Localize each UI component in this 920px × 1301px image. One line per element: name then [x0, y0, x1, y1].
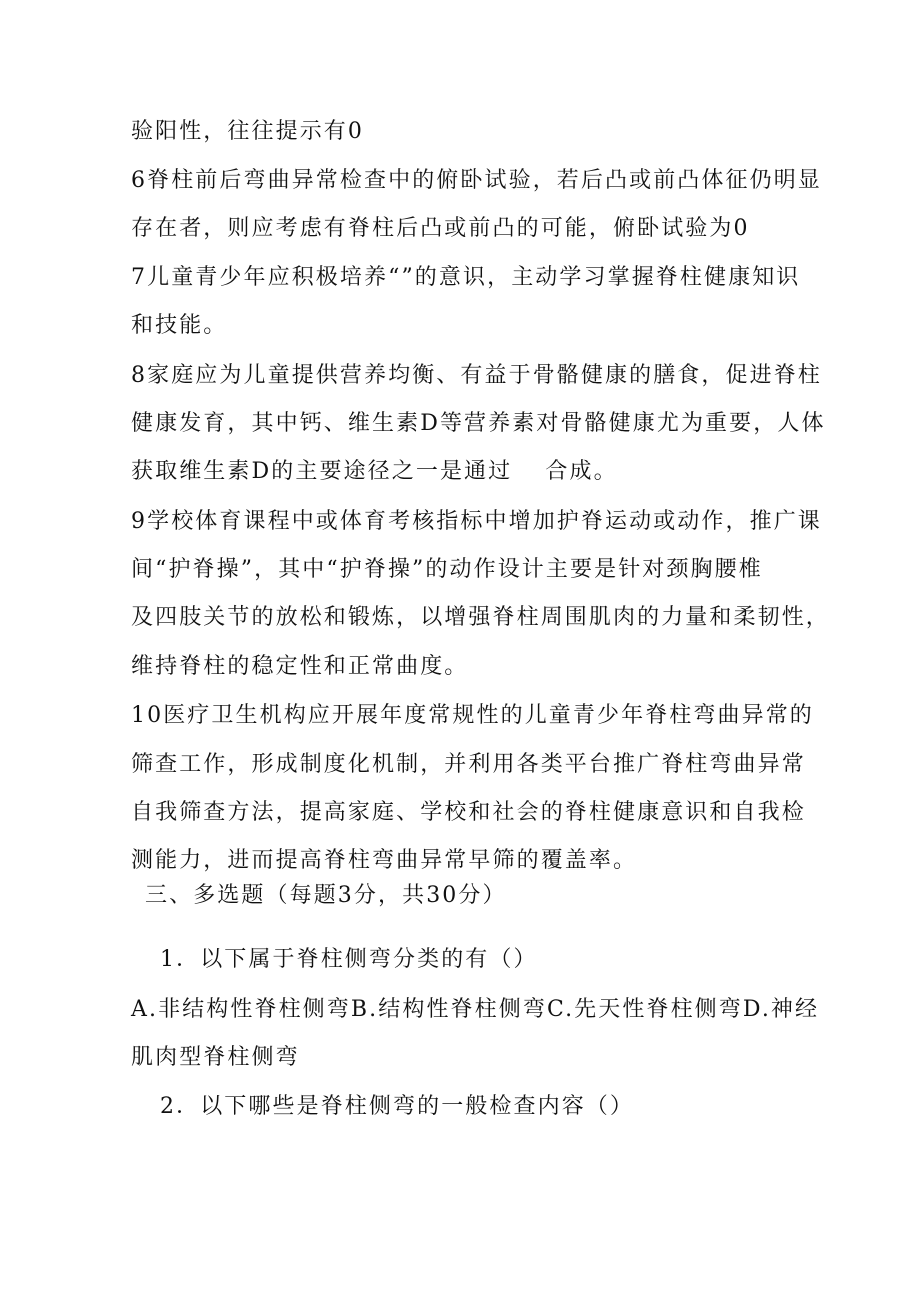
- text-line-7: 健康发育，其中钙、维生素D等营养素对骨骼健康尤为重要，人体: [131, 411, 826, 436]
- text-line-4: 7儿童青少年应积极培养“”的意识，主动学习掌握脊柱健康知识: [131, 265, 801, 290]
- text-line-11: 及四肢关节的放松和锻炼，以增强脊柱周围肌肉的力量和柔韧性，: [131, 605, 830, 630]
- question-2: 2．以下哪些是脊柱侧弯的一般检查内容（）: [160, 1094, 634, 1119]
- text-line-6: 8家庭应为儿童提供营养均衡、有益于骨骼健康的膳食，促进脊柱: [131, 363, 822, 388]
- text-line-1: 验阳性，往往提示有0: [131, 119, 364, 144]
- text-line-10: 间“护脊操”，其中“护脊操”的动作设计主要是针对颈胸腰椎: [131, 557, 763, 582]
- text-line-5: 和技能。: [131, 313, 228, 338]
- text-line-14: 筛查工作，形成制度化机制，并利用各类平台推广脊柱弯曲异常: [131, 752, 806, 777]
- text-line-9: 9学校体育课程中或体育考核指标中增加护脊运动或动作，推广课: [131, 509, 822, 534]
- section-heading: 三、多选题（每题3分，共30分）: [145, 883, 507, 908]
- text-line-3: 存在者，则应考虑有脊柱后凸或前凸的可能，俯卧试验为0: [131, 216, 750, 241]
- question-1-options-line-1: A.非结构性脊柱侧弯B.结构性脊柱侧弯C.先天性脊柱侧弯D.神经: [131, 997, 820, 1022]
- text-line-12: 维持脊柱的稳定性和正常曲度。: [131, 654, 469, 679]
- question-1-options-line-2: 肌肉型脊柱侧弯: [131, 1045, 300, 1070]
- text-line-15: 自我筛查方法，提高家庭、学校和社会的脊柱健康意识和自我检: [131, 800, 806, 825]
- question-1: 1．以下属于脊柱侧弯分类的有（）: [160, 947, 538, 972]
- text-line-13: 10医疗卫生机构应开展年度常规性的儿童青少年脊柱弯曲异常的: [131, 703, 814, 728]
- text-line-16: 测能力，进而提高脊柱弯曲异常早筛的覆盖率。: [131, 848, 638, 873]
- text-line-2: 6脊柱前后弯曲异常检查中的俯卧试验，若后凸或前凸体征仍明显: [131, 168, 822, 193]
- text-line-8: 获取维生素D的主要途径之一是通过 合成。: [131, 459, 618, 484]
